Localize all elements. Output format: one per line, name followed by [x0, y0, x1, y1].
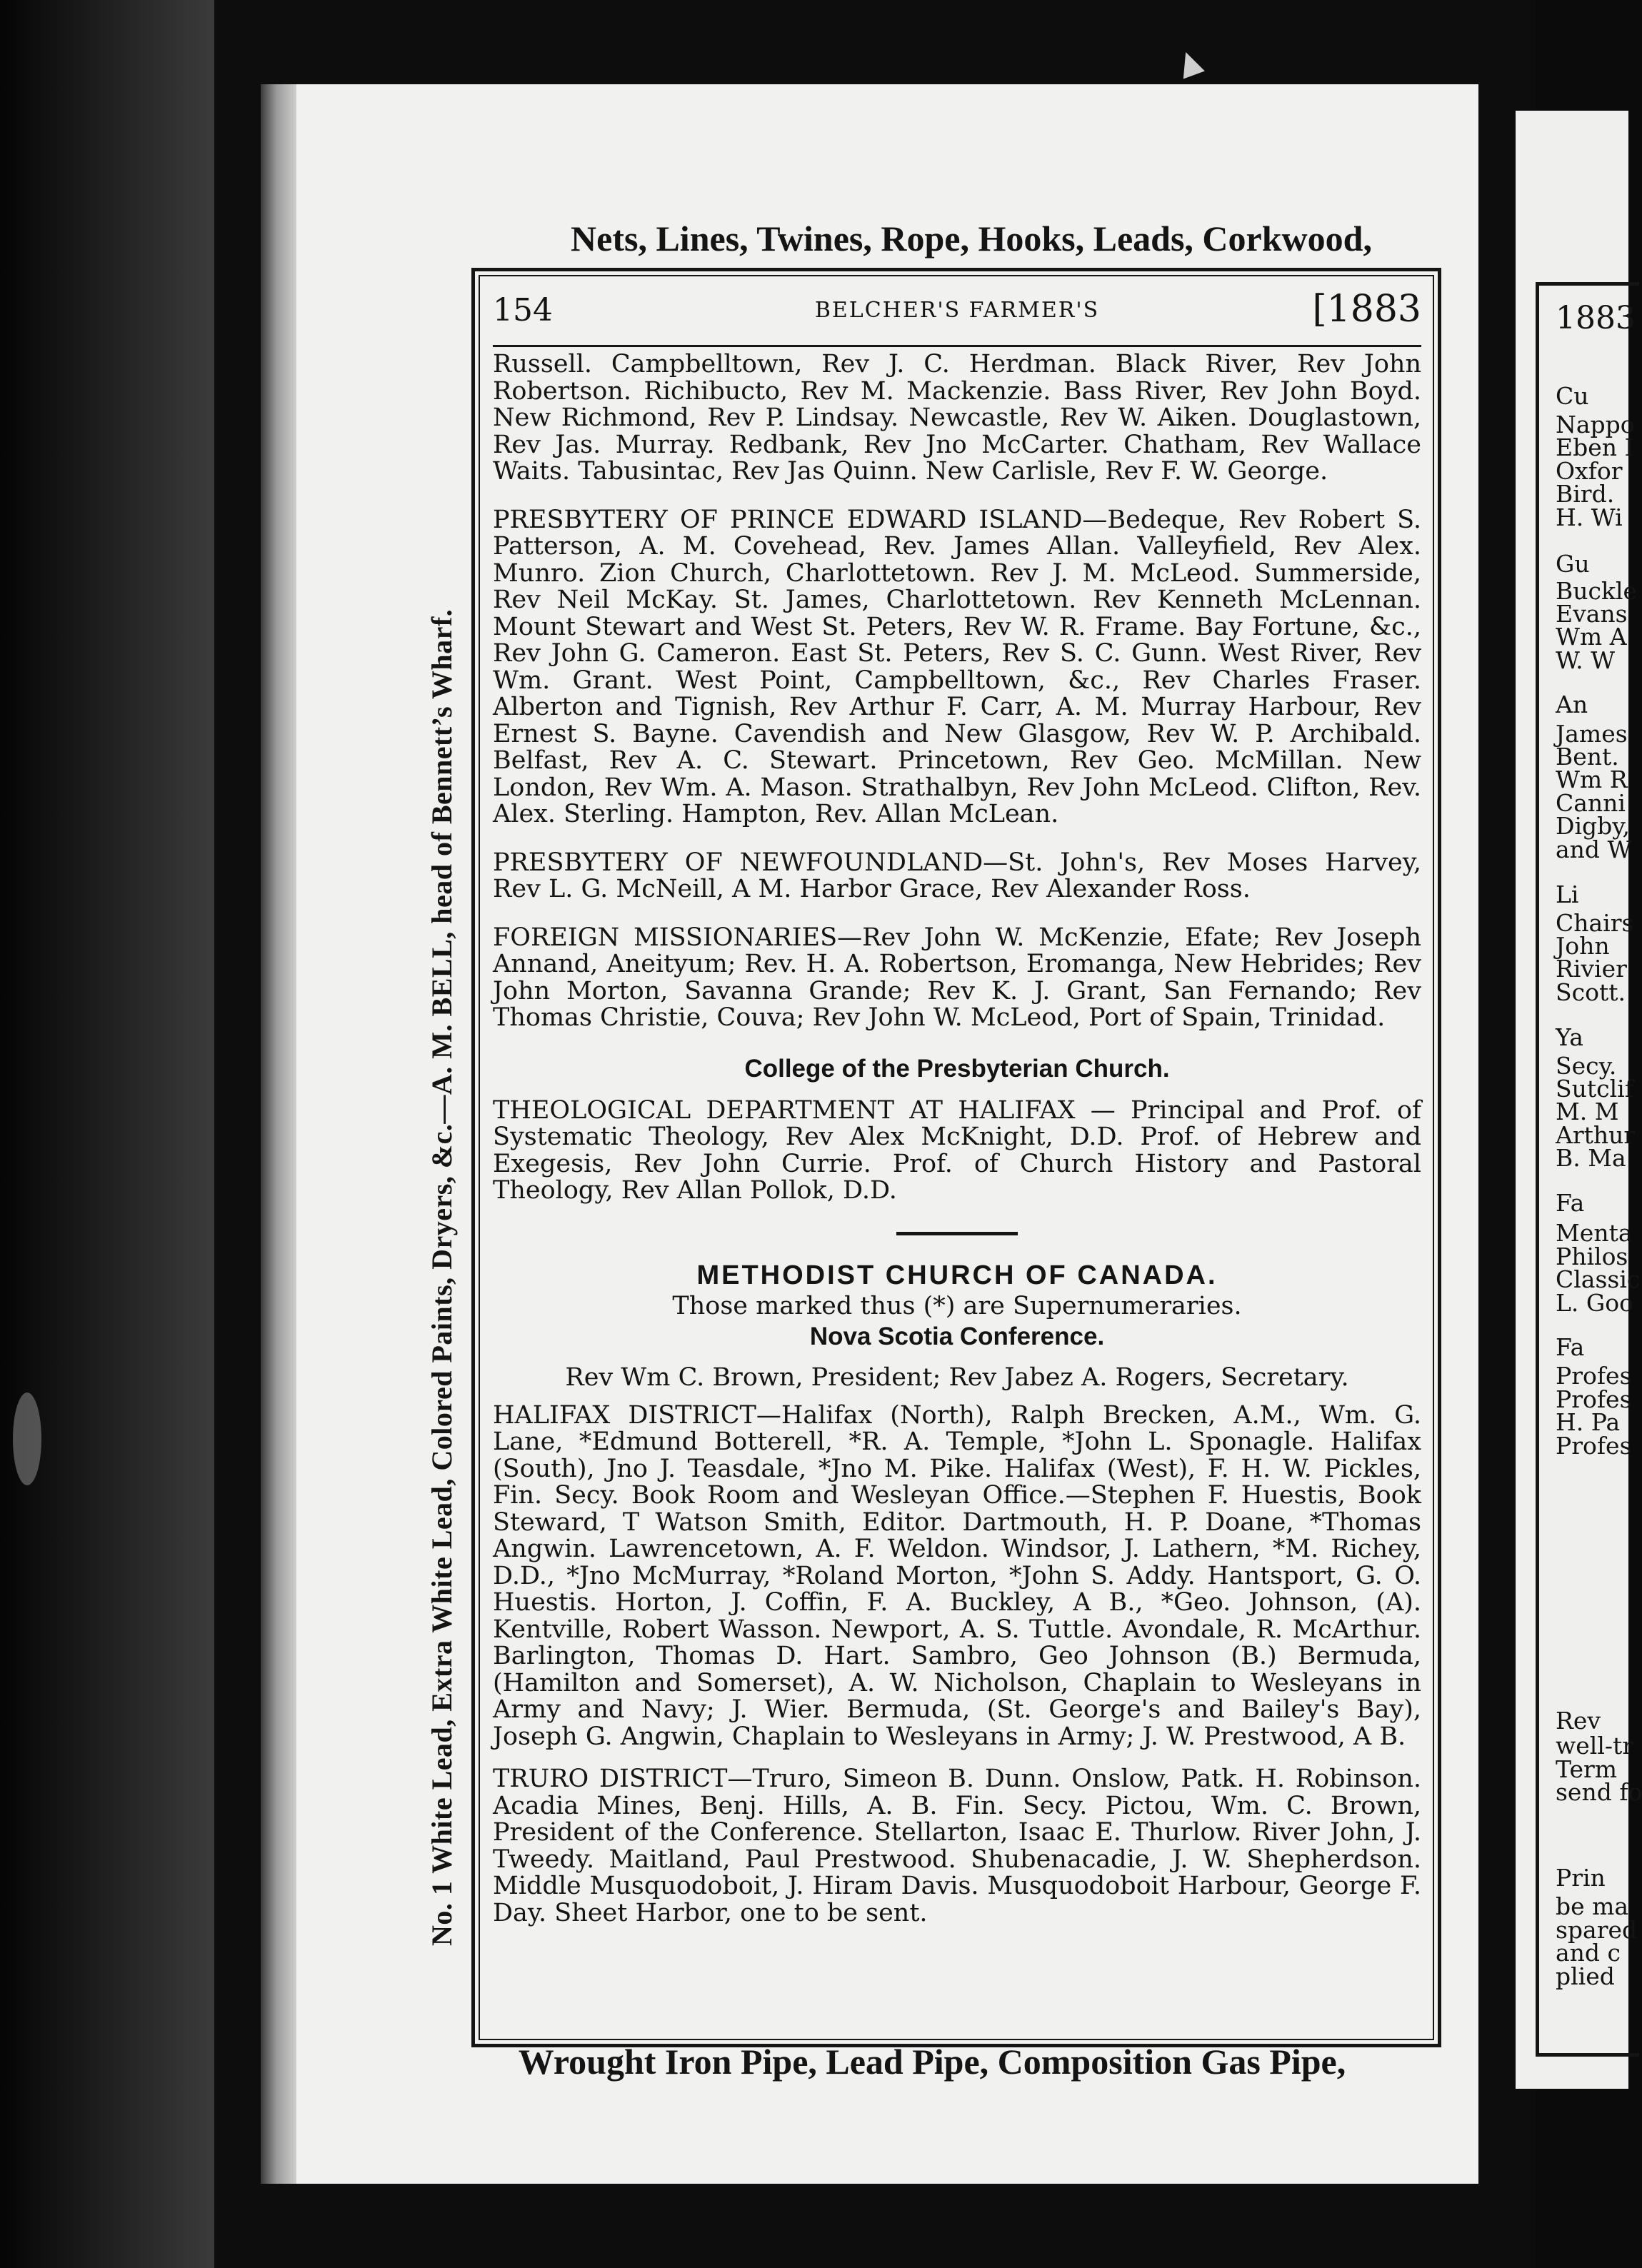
right-page-line: and c	[1556, 1939, 1621, 1967]
bottom-advertisement: Wrought Iron Pipe, Lead Pipe, Composition Gas Pipe,	[518, 2042, 1346, 2082]
right-page-line: W. W	[1556, 646, 1616, 674]
page-edge-shadow	[261, 84, 300, 2184]
right-page-line: Eben I	[1556, 433, 1634, 461]
top-advertisement: Nets, Lines, Twines, Rope, Hooks, Leads, Corkwood,	[571, 219, 1372, 259]
right-page-line: H. Wi	[1556, 503, 1623, 531]
paragraph-foreign-missionaries: FOREIGN MISSIONARIES—Rev John W. McKenzie, Efate; Rev Joseph Annand, Aneityum; Rev. H. A. Robertson, Eromanga, New Hebrides; Rev John Morton, Savanna Grande; Rev K. J. Grant, San Fernando; Rev Thomas Christie, Couva; Rev John W. McLeod, Port of Spain, Trinidad.	[493, 923, 1421, 1032]
right-page-line: Oxfor	[1556, 457, 1623, 485]
page-content	[493, 282, 1421, 1927]
right-page-line: H. Pa	[1556, 1408, 1621, 1436]
paragraph-pei-presbytery: PRESBYTERY OF PRINCE EDWARD ISLAND—Bedeque, Rev Robert S. Patterson, A. M. Covehead, Rev. James Allan. Valleyfield, Rev Alex. Munro. Zion Church, Charlottetown. Rev J. M. McLeod. Summerside, Rev Neil McKay. St. James, Charlottetown. Rev Kenneth McLennan. Mount Stewart and West St. Peters, Rev W. R. Frame. Bay Fortune, &c., Rev John G. Cameron. East St. Peters, Rev S. C. Gunn. West River, Rev Wm. Grant. West Point, Campbelltown, &c., Rev Charles Fraser. Alberton and Tignish, Rev Arthur F. Carr, A. M. Murray Harbour, Rev Ernest S. Bayne. Cavendish and New Glasgow, Rev W. P. Archibald. Belfast, Rev A. C. Stewart. Princetown, Rev Geo. McMillan. New London, Rev Wm. A. Mason. Strathalbyn, Rev John McLeod. Clifton, Rev. Alex. Sterling. Hampton, Rev. Allan McLean.	[493, 505, 1421, 828]
conference-heading: Nova Scotia Conference.	[809, 1322, 1105, 1350]
right-page-line: Bird.	[1556, 480, 1615, 508]
methodist-heading: METHODIST CHURCH OF CANADA.	[696, 1260, 1218, 1290]
right-page-line: Profes	[1556, 1385, 1632, 1413]
book-spine	[0, 0, 214, 2268]
right-page-line: M. M	[1556, 1098, 1619, 1125]
right-page-line: B. Ma	[1556, 1144, 1626, 1172]
right-page-year: 1883	[1556, 300, 1636, 336]
right-page-line: Chairs	[1556, 909, 1634, 937]
right-page-line: Ya	[1556, 1023, 1583, 1051]
right-page-line: Digby,	[1556, 812, 1631, 840]
right-page-line: Profes	[1556, 1432, 1632, 1460]
paragraph-newfoundland-presbytery: PRESBYTERY OF NEWFOUNDLAND—St. John's, Rev Moses Harvey, Rev L. G. McNeill, A M. Harbor Grace, Rev Alexander Ross.	[493, 848, 1421, 903]
right-page-line: Classic	[1556, 1265, 1641, 1293]
right-page-line: An	[1556, 691, 1588, 718]
paragraph-truro-district: TRURO DISTRICT—Truro, Simeon B. Dunn. Onslow, Patk. H. Robinson. Acadia Mines, Benj. Hills, A. B. Fin. Secy. Pictou, Wm. C. Brown, President of the Conference. Stellarton, Isaac E. Thurlow. River John, J. Tweedy. Maitland, Paul Prestwood. Shubenacadie, J. W. Shepherdson. Middle Musquodoboit, J. Hiram Davis. Musquodoboit Harbour, George F. Day. Sheet Harbor, one to be sent.	[493, 1765, 1421, 1927]
right-page-line: John	[1556, 932, 1610, 960]
side-advertisement: No. 1 White Lead, Extra White Lead, Colored Paints, Dryers, &c.—A. M. BELL, head of Bennett’s Wharf.	[426, 608, 458, 1946]
right-page-line: Sutclif	[1556, 1075, 1633, 1103]
supernumeraries-note: Those marked thus (*) are Supernumeraries.	[672, 1291, 1242, 1320]
right-page-line: Bent.	[1556, 743, 1619, 771]
right-page-line: Rev	[1556, 1707, 1601, 1735]
right-page-line: Wm R	[1556, 766, 1628, 793]
page-header	[493, 282, 1421, 331]
paragraph-continuation: Russell. Campbelltown, Rev J. C. Herdman. Black River, Rev John Robertson. Richibucto, Rev M. Mackenzie. Bass River, Rev John Boyd. New Richmond, Rev P. Lindsay. Newcastle, Rev W. Aiken. Douglastown, Rev Jas. Murray. Redbank, Rev Jno McCarter. Chatham, Rev Wallace Waits. Tabusintac, Rev Jas Quinn. New Carlisle, Rev F. W. George.	[493, 350, 1421, 486]
page-title: BELCHER'S FARMER'S	[814, 298, 1100, 323]
right-page-line: Li	[1556, 880, 1579, 908]
right-page-line: James	[1556, 720, 1628, 748]
right-page-line: Buckle	[1556, 577, 1638, 605]
paragraph-halifax-district: HALIFAX DISTRICT—Halifax (North), Ralph Brecken, A.M., Wm. G. Lane, *Edmund Botterell, *R. A. Temple, *John L. Sponagle. Halifax (South), Jno J. Teasdale, *Jno M. Pike. Halifax (West), F. H. W. Pickles, Fin. Secy. Book Room and Wesleyan Office.—Stephen F. Huestis, Book Steward, T Watson Smith, Editor. Dartmouth, H. P. Doane, *Thomas Angwin. Lawrencetown, A. F. Weldon. Windsor, J. Lathern, *M. Richey, D.D., *Jno McMurray, *Roland Morton, *John S. Addy. Hantsport, G. O. Huestis. Horton, J. Coffin, F. A. Buckley, A B., *Geo. Johnson, (A). Kentville, Robert Wasson. Newport, A. S. Tuttle. Avondale, R. McArthur. Barlington, Thomas D. Hart. Sambro, Geo Johnson (B.) Bermuda, (Hamilton and Somerset), A. W. Nicholson, Chaplain to Wesleyans in Army and Navy; J. Wier. Bermuda, (St. George's and Bailey's Bay), Joseph G. Angwin, Chaplain to Wesleyans in Army; J. W. Prestwood, A B.	[493, 1400, 1421, 1751]
right-page-line: and W	[1556, 836, 1632, 863]
right-page-line: Evans	[1556, 600, 1628, 628]
page-number: 154	[493, 292, 553, 328]
right-page-line: Philos	[1556, 1243, 1628, 1270]
header-rule	[493, 345, 1421, 347]
right-page-line: Fa	[1556, 1333, 1585, 1361]
right-page-line: Fa	[1556, 1189, 1585, 1217]
right-page-line: Canni	[1556, 789, 1626, 817]
right-page-line: spared	[1556, 1916, 1638, 1944]
right-page-line: Nappo	[1556, 411, 1635, 438]
right-page-line: Arthur	[1556, 1121, 1636, 1149]
right-page-line: Gu	[1556, 550, 1590, 578]
right-page-line: send fo	[1556, 1778, 1642, 1806]
right-page-line: be ma	[1556, 1892, 1629, 1920]
right-page-line: Profes	[1556, 1362, 1632, 1390]
right-page-line: Rivier	[1556, 955, 1627, 983]
stain-mark	[13, 1393, 41, 1485]
right-page-line: Menta	[1556, 1219, 1633, 1247]
right-page-line: well-tr	[1556, 1732, 1634, 1760]
right-page-line: plied	[1556, 1962, 1615, 1990]
right-page-line: Wm A	[1556, 623, 1627, 651]
page-year: [1883	[1312, 288, 1421, 331]
right-page-line: Prin	[1556, 1864, 1606, 1892]
college-heading: College of the Presbyterian Church.	[744, 1054, 1170, 1083]
right-page-line: Cu	[1556, 382, 1589, 410]
right-page-line: L. Goo	[1556, 1289, 1633, 1317]
right-page-line: Secy.	[1556, 1052, 1617, 1080]
paragraph-theological-department: THEOLOGICAL DEPARTMENT AT HALIFAX — Principal and Prof. of Systematic Theology, Rev Alex McKnight, D.D. Prof. of Hebrew and Exegesis, Rev John Currie. Prof. of Church History and Pastoral Theology, Rev Allan Pollok, D.D.	[493, 1095, 1421, 1205]
conference-officers: Rev Wm C. Brown, President; Rev Jabez A. Rogers, Secretary.	[565, 1363, 1349, 1392]
section-divider	[896, 1232, 1018, 1235]
right-page-line: Scott.	[1556, 978, 1626, 1006]
right-page-line: Term	[1556, 1755, 1618, 1783]
